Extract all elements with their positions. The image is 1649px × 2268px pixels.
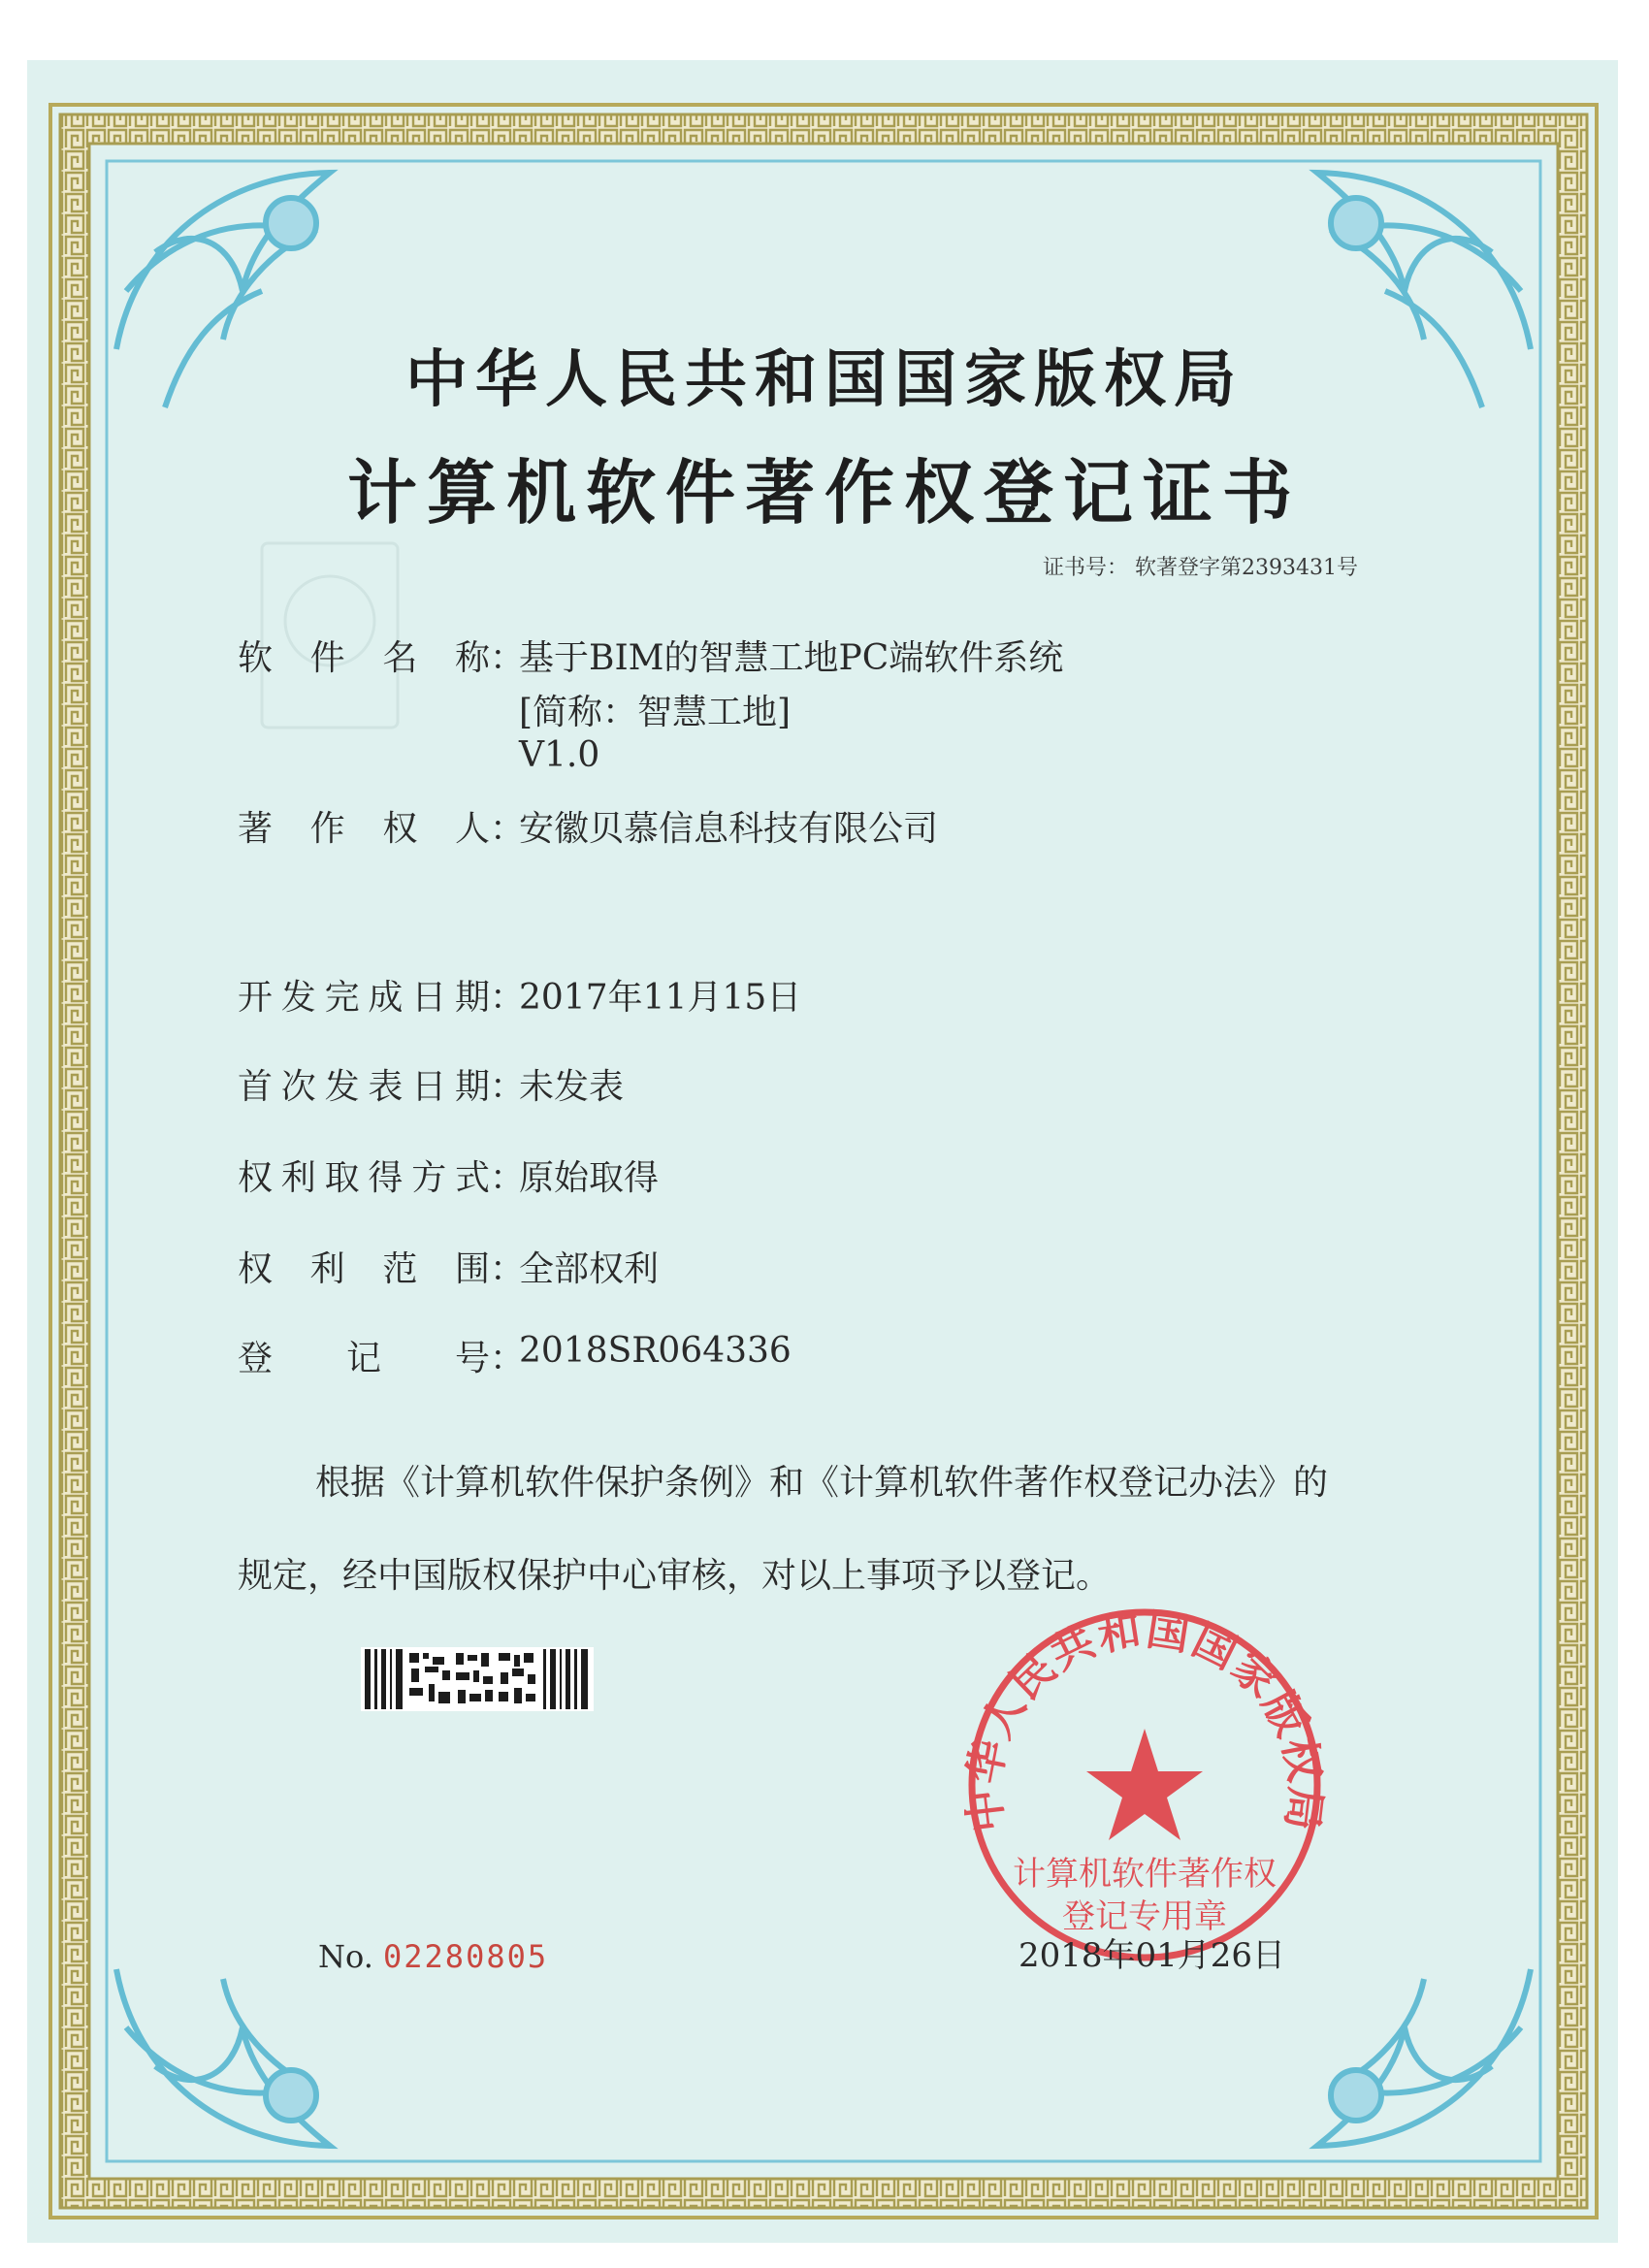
field-value: 安徽贝慕信息科技有限公司: [519, 809, 939, 849]
field-label-char: 名: [382, 638, 418, 678]
field-label: [238, 1150, 490, 1200]
corner-ornament-bottom-left: [116, 1969, 330, 2146]
issue-date: 2018年01月26日: [1018, 1936, 1286, 1975]
field-label-char: 得: [368, 1158, 404, 1198]
field-value: 基于BIM的智慧工地PC端软件系统: [519, 638, 1064, 678]
corner-ornament-bottom-right: [1317, 1969, 1531, 2146]
field-label: [238, 631, 490, 680]
seal-line2: 登记专用章: [1062, 1897, 1227, 1936]
field-label-char: 记: [345, 1339, 381, 1378]
field-label-char: 日: [411, 978, 447, 1018]
serial-label: No.: [318, 1938, 373, 1975]
field-label-char: 作: [309, 809, 345, 849]
field-label: [238, 1331, 490, 1380]
field-value: 未发表: [519, 1067, 625, 1107]
field-label-char: 完: [324, 978, 360, 1018]
certificate-number: 证书号： 软著登字第2393431号: [1043, 556, 1358, 580]
field-value: 2018SR064336: [519, 1331, 792, 1371]
field-label-char: 权: [238, 1158, 274, 1198]
field-label-char: 利: [280, 1158, 316, 1198]
statement-line-2: 规定，经中国版权保护中心审核，对以上事项予以登记。: [238, 1556, 1112, 1596]
field-label: [238, 801, 490, 851]
field-value: 原始取得: [519, 1158, 660, 1198]
field-label: [238, 1059, 490, 1109]
field-colon: ：: [490, 1158, 526, 1198]
field-colon: ：: [490, 1339, 526, 1378]
field-label: [238, 970, 490, 1020]
field-label-char: 范: [382, 1249, 418, 1289]
field-label-char: 著: [238, 809, 274, 849]
issuer-title: 中华人民共和国国家版权局: [405, 343, 1244, 416]
field-value: 2017年11月15日: [519, 978, 802, 1018]
field-label-char: 号: [454, 1339, 490, 1378]
field-label-char: 次: [280, 1067, 316, 1107]
field-label-char: 人: [454, 809, 490, 849]
field-label-char: 权: [382, 809, 418, 849]
field-colon: ：: [490, 978, 526, 1018]
statement-line-1: 根据《计算机软件保护条例》和《计算机软件著作权登记办法》的: [315, 1463, 1329, 1503]
barcode-icon: [361, 1647, 594, 1711]
official-seal: [959, 1605, 1331, 1958]
field-label-char: 权: [238, 1249, 274, 1289]
field-colon: ：: [490, 638, 526, 678]
seal-outer-text: 中华人民共和国国家版权局: [958, 1604, 1331, 1835]
field-label-char: 件: [309, 638, 345, 678]
field-label-char: 期: [454, 1067, 490, 1107]
field-colon: ：: [490, 1249, 526, 1289]
seal-line1: 计算机软件著作权: [1013, 1855, 1277, 1894]
field-label-char: 日: [411, 1067, 447, 1107]
field-label-char: 首: [238, 1067, 274, 1107]
field-label-char: 取: [324, 1158, 360, 1198]
field-label: [238, 1242, 490, 1291]
field-label-char: 登: [238, 1339, 274, 1378]
field-label-char: 开: [238, 978, 274, 1018]
certificate-title: 计算机软件著作权登记证书: [346, 451, 1302, 534]
field-label-char: 成: [368, 978, 404, 1018]
field-label-char: 发: [280, 978, 316, 1018]
field-label-char: 表: [368, 1067, 404, 1107]
serial-number: 02280805: [383, 1938, 549, 1975]
field-label-char: 称: [454, 638, 490, 678]
field-label-char: 软: [238, 638, 274, 678]
field-label-char: 期: [454, 978, 490, 1018]
field-value: 全部权利: [519, 1249, 660, 1289]
field-label-char: 利: [309, 1249, 345, 1289]
field-value: V1.0: [519, 735, 600, 775]
field-label-char: 式: [454, 1158, 490, 1198]
field-value: [简称：智慧工地]: [519, 693, 792, 732]
field-label-char: 围: [454, 1249, 490, 1289]
field-colon: ：: [490, 1067, 526, 1107]
field-label-char: 方: [411, 1158, 447, 1198]
field-label-char: 发: [324, 1067, 360, 1107]
field-colon: ：: [490, 809, 526, 849]
